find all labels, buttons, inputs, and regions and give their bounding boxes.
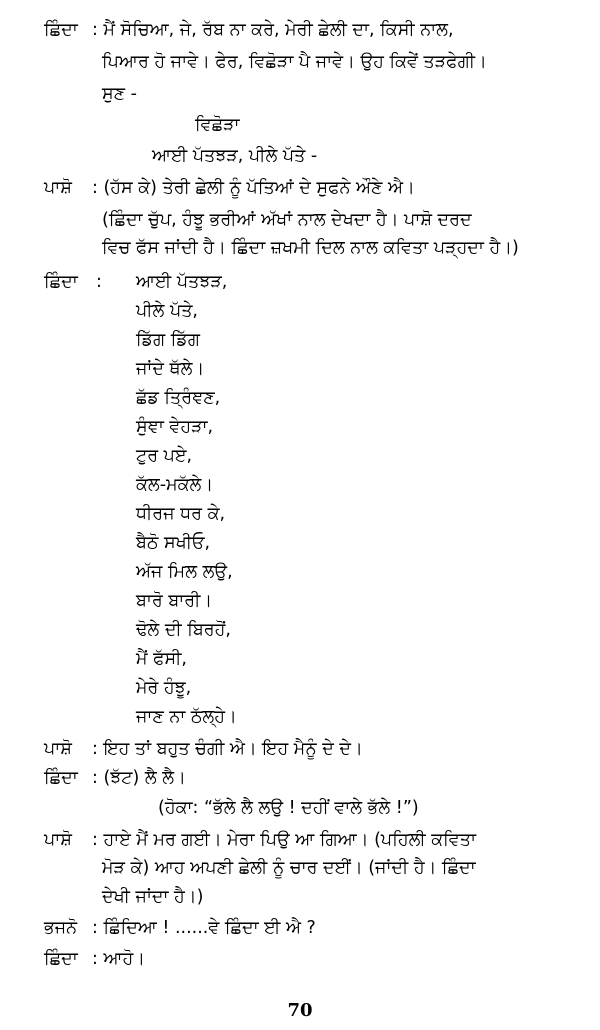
speaker-pashon: ਪਾਸ਼ੋ	[44, 830, 72, 850]
poem-line: ਜਾਣ ਨਾ ਠੱਲ੍ਹੇ।	[136, 707, 237, 727]
poem-line: ਸੁੰਞਾ ਵੇਹੜਾ,	[136, 417, 214, 437]
speaker-colon: :	[96, 272, 102, 292]
stage-direction: ਵਿਚ ਫੱਸ ਜਾਂਦੀ ਹੈ। ਛਿੰਦਾ ਜ਼ਖਮੀ ਦਿਲ ਨਾਲ ਕਵਿਤਾ ਪੜ੍ਹਦਾ ਹੈ।)	[102, 238, 519, 258]
dialogue-line: : (ਝੱਟ) ਲੈ ਲੈ।	[92, 768, 186, 788]
speaker-chhinda: ਛਿੰਦਾ	[44, 768, 78, 788]
speaker-chhinda: ਛਿੰਦਾ	[44, 20, 78, 40]
poem-line: ਮੇਰੇ ਹੰਝੂ,	[136, 678, 192, 698]
dialogue-line: : ਛਿੰਦਿਆ ! ......ਵੇ ਛਿੰਦਾ ਈ ਐ ?	[92, 918, 316, 938]
poem-line: ਟੁਰ ਪਏ,	[136, 446, 193, 466]
poem-line: ਬੈਠੋ ਸਖੀਓ,	[136, 533, 211, 553]
poem-line: ਪੀਲੇ ਪੱਤੇ,	[136, 301, 198, 321]
dialogue-line: : ਮੈਂ ਸੋਚਿਆ, ਜੇ, ਰੱਬ ਨਾ ਕਰੇ, ਮੇਰੀ ਛੇਲੀ ਦਾ, ਕਿਸੀ ਨਾਲ,	[92, 20, 454, 40]
dialogue-line: : ਇਹ ਤਾਂ ਬਹੁਤ ਚੰਗੀ ਐ। ਇਹ ਮੈਨੂੰ ਦੇ ਦੇ।	[92, 739, 363, 759]
poem-line: ਮੈਂ ਫੱਸੀ,	[136, 649, 187, 669]
hoka-callout: (ਹੋਕਾ: “ਭੱਲੇ ਲੈ ਲਉ ! ਦਹੀਂ ਵਾਲੇ ਭੱਲੇ !”)	[158, 798, 419, 818]
poem-line: ਛੱਡ ਤ੍ਰਿੰਞਣ,	[136, 388, 221, 408]
stage-direction: (ਛਿੰਦਾ ਚੁੱਪ, ਹੰਝੂ ਭਰੀਆਂ ਅੱਖਾਂ ਨਾਲ ਦੇਖਦਾ ਹੈ। ਪਾਸ਼ੋ ਦਰਦ	[102, 210, 472, 230]
poem-subline: ਆਈ ਪੱਤਝੜ, ਪੀਲੇ ਪੱਤੇ -	[152, 146, 318, 166]
poem-line: ਧੀਰਜ ਧਰ ਕੇ,	[136, 504, 226, 524]
poem-line: ਡਿੱਗ ਡਿੱਗ	[136, 330, 200, 350]
dialogue-line: ਸੁਣ -	[102, 84, 137, 104]
poem-line: ਜਾਂਦੇ ਥੱਲੇ।	[136, 359, 205, 379]
page-number: 70	[287, 1000, 313, 1021]
dialogue-line: : ਹਾਏ ਮੈਂ ਮਰ ਗਈ। ਮੇਰਾ ਪਿਉ ਆ ਗਿਆ। (ਪਹਿਲੀ ਕਵਿਤਾ	[92, 830, 476, 850]
speaker-chhinda: ਛਿੰਦਾ	[44, 949, 78, 969]
dialogue-line: ਪਿਆਰ ਹੋ ਜਾਵੇ। ਫੇਰ, ਵਿਛੋੜਾ ਪੈ ਜਾਵੇ। ਉਹ ਕਿਵੇਂ ਤੜਫੇਗੀ।	[102, 52, 487, 72]
dialogue-line: : ਆਹੋ।	[92, 949, 146, 969]
speaker-pashon: ਪਾਸ਼ੋ	[44, 739, 72, 759]
poem-line: ਕੱਲ-ਮਕੱਲੇ।	[136, 475, 214, 495]
dialogue-line: : (ਹੱਸ ਕੇ) ਤੇਰੀ ਛੇਲੀ ਨੂੰ ਪੱਤਿਆਂ ਦੇ ਸੁਫਨੇ ਔਣੇ ਐ।	[92, 178, 415, 198]
poem-heading: ਵਿਛੋੜਾ	[195, 115, 240, 135]
speaker-pashon: ਪਾਸ਼ੋ	[44, 178, 72, 198]
poem-line: ਢੋਲੇ ਦੀ ਬਿਰਹੋਂ,	[136, 620, 231, 640]
poem-line: ਬਾਰੋ ਬਾਰੀ।	[136, 591, 213, 611]
speaker-bhajno: ਭਜਨੋ	[44, 918, 78, 938]
poem-line: ਆਈ ਪੱਤਝੜ,	[136, 272, 228, 292]
poem-line: ਅੱਜ ਮਿਲ ਲਉ,	[136, 562, 233, 582]
speaker-chhinda: ਛਿੰਦਾ	[44, 272, 78, 292]
dialogue-line: ਦੇਖੀ ਜਾਂਦਾ ਹੈ।)	[102, 887, 204, 907]
dialogue-line: ਮੋੜ ਕੇ) ਆਹ ਅਪਣੀ ਛੇਲੀ ਨੂੰ ਚਾਰ ਦਈਂ। (ਜਾਂਦੀ ਹੈ। ਛਿੰਦਾ	[102, 858, 476, 878]
